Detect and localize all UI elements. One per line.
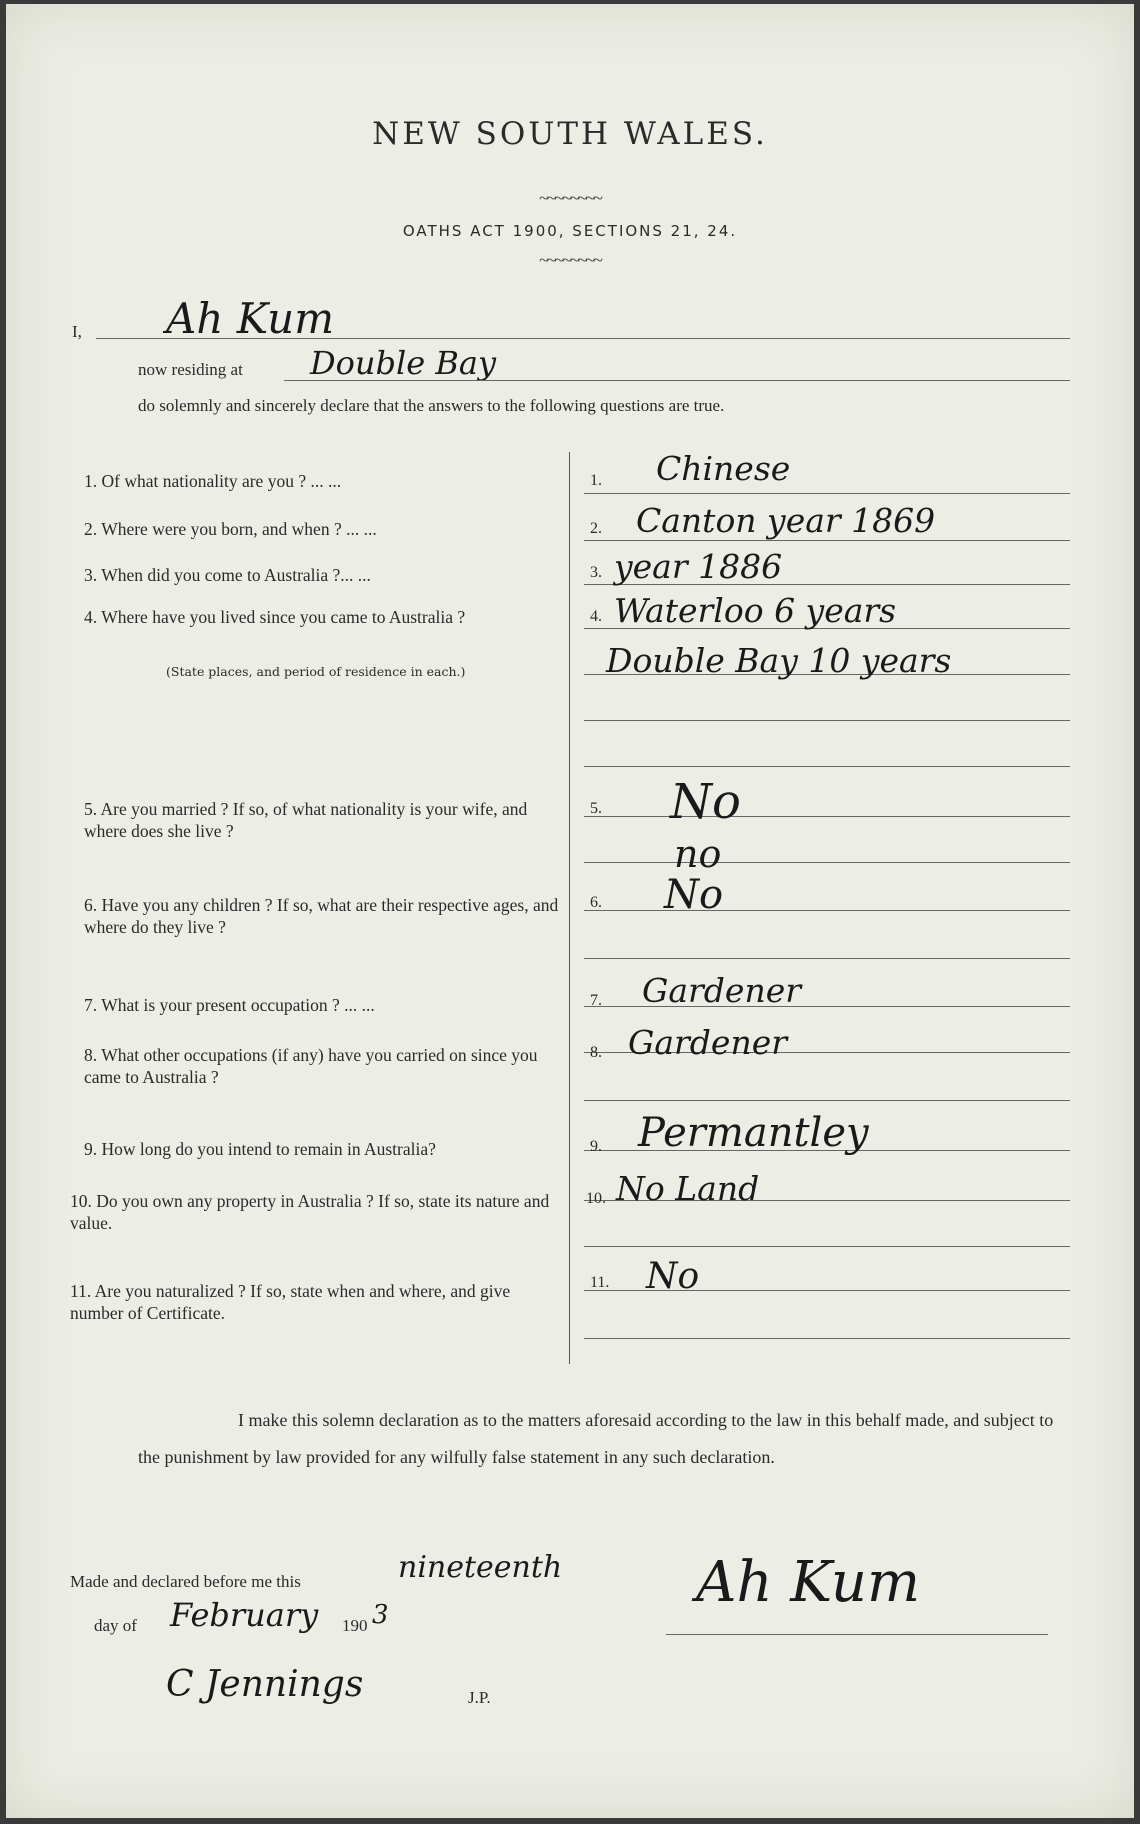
act-flourish: ~~~~~~~~ xyxy=(539,250,601,270)
answer-line xyxy=(584,862,1070,863)
answer-line xyxy=(584,910,1070,911)
answer-line xyxy=(584,720,1070,721)
answer-number: 6. xyxy=(590,894,602,911)
declarant-signature: Ah Kum xyxy=(696,1550,921,1615)
answer-number: 5. xyxy=(590,800,602,817)
residence-line xyxy=(284,380,1070,381)
answer-line xyxy=(584,816,1070,817)
answer-8: Gardener xyxy=(628,1023,788,1062)
question-3: 3. When did you come to Australia ?... ... xyxy=(84,565,371,585)
answer-10: No Land xyxy=(616,1169,760,1208)
day-of-label: day of xyxy=(94,1616,137,1635)
answer-number: 11. xyxy=(590,1274,610,1291)
question-4-note: (State places, and period of residence in each.) xyxy=(166,664,466,679)
answer-2: Canton year 1869 xyxy=(636,501,936,540)
residing-label: now residing at xyxy=(138,360,243,379)
jp-suffix: J.P. xyxy=(468,1688,491,1707)
name-line xyxy=(96,338,1070,339)
question-2: 2. Where were you born, and when ? ... ... xyxy=(84,519,377,539)
declarant-prefix: I, xyxy=(72,322,82,341)
residence-value: Double Bay xyxy=(310,344,497,382)
day-written: nineteenth xyxy=(398,1550,563,1585)
answer-line xyxy=(584,766,1070,767)
answer-3: year 1886 xyxy=(614,547,783,586)
answer-line xyxy=(584,1100,1070,1101)
answer-number: 1. xyxy=(590,472,602,489)
answer-line xyxy=(584,540,1070,541)
answer-line xyxy=(584,958,1070,959)
declaration-intro: do solemnly and sincerely declare that the answers to the following questions are true. xyxy=(138,396,725,415)
answer-6: No xyxy=(664,872,724,918)
answer-number: 9. xyxy=(590,1138,602,1155)
signature-line xyxy=(666,1634,1048,1635)
question-5: 5. Are you married ? If so, of what nationality is your wife, and where does she live ? xyxy=(84,799,528,841)
answer-1: Chinese xyxy=(656,449,791,488)
question-6: 6. Have you any children ? If so, what are their respective ages, and where do they live ? xyxy=(84,895,559,937)
question-4: 4. Where have you lived since you came to Australia ? xyxy=(84,607,466,627)
answer-number: 2. xyxy=(590,520,602,537)
title-flourish: ~~~~~~~~ xyxy=(539,188,601,208)
question-7: 7. What is your present occupation ? ... ... xyxy=(84,995,375,1015)
answer-number: 8. xyxy=(590,1044,602,1061)
answer-4-continued: Double Bay 10 years xyxy=(606,641,952,680)
answer-11: No xyxy=(646,1256,700,1297)
answer-number: 7. xyxy=(590,992,602,1009)
made-declared-label: Made and declared before me this xyxy=(70,1572,301,1591)
answer-5-continued: no xyxy=(674,832,722,876)
jp-signature: C Jennings xyxy=(166,1664,364,1705)
act-reference: OATHS ACT 1900, SECTIONS 21, 24. xyxy=(402,222,738,240)
answer-number: 3. xyxy=(590,564,602,581)
year-digit: 3 xyxy=(372,1600,389,1630)
answer-7: Gardener xyxy=(642,971,802,1010)
declaration-form xyxy=(6,4,1134,1818)
question-1: 1. Of what nationality are you ? ... ... xyxy=(84,471,342,491)
column-divider xyxy=(569,452,570,1364)
year-prefix: 190 xyxy=(342,1616,368,1635)
answer-5: No xyxy=(670,774,741,830)
question-9: 9. How long do you intend to remain in Australia? xyxy=(84,1139,436,1159)
question-10: 10. Do you own any property in Australia ? If so, state its nature and value. xyxy=(70,1191,550,1233)
answer-number: 4. xyxy=(590,608,602,625)
answer-line xyxy=(584,1246,1070,1247)
form-title: NEW SOUTH WALES. xyxy=(372,116,768,152)
answer-line xyxy=(584,493,1070,494)
question-11: 11. Are you naturalized ? If so, state when and where, and give number of Certificate. xyxy=(70,1281,511,1323)
month-written: February xyxy=(170,1596,319,1634)
solemn-declaration: I make this solemn declaration as to the matters aforesaid according to the law in this behalf made, and subject to the punishment by law provided for any wilfully false statement in any such declaration. xyxy=(138,1410,1054,1467)
question-8: 8. What other occupations (if any) have you carried on since you came to Australia ? xyxy=(84,1045,538,1087)
declarant-name: Ah Kum xyxy=(166,294,335,343)
answer-9: Permantley xyxy=(638,1110,869,1156)
answer-line xyxy=(584,1338,1070,1339)
answer-4: Waterloo 6 years xyxy=(614,591,897,630)
answer-number: 10. xyxy=(586,1190,606,1207)
